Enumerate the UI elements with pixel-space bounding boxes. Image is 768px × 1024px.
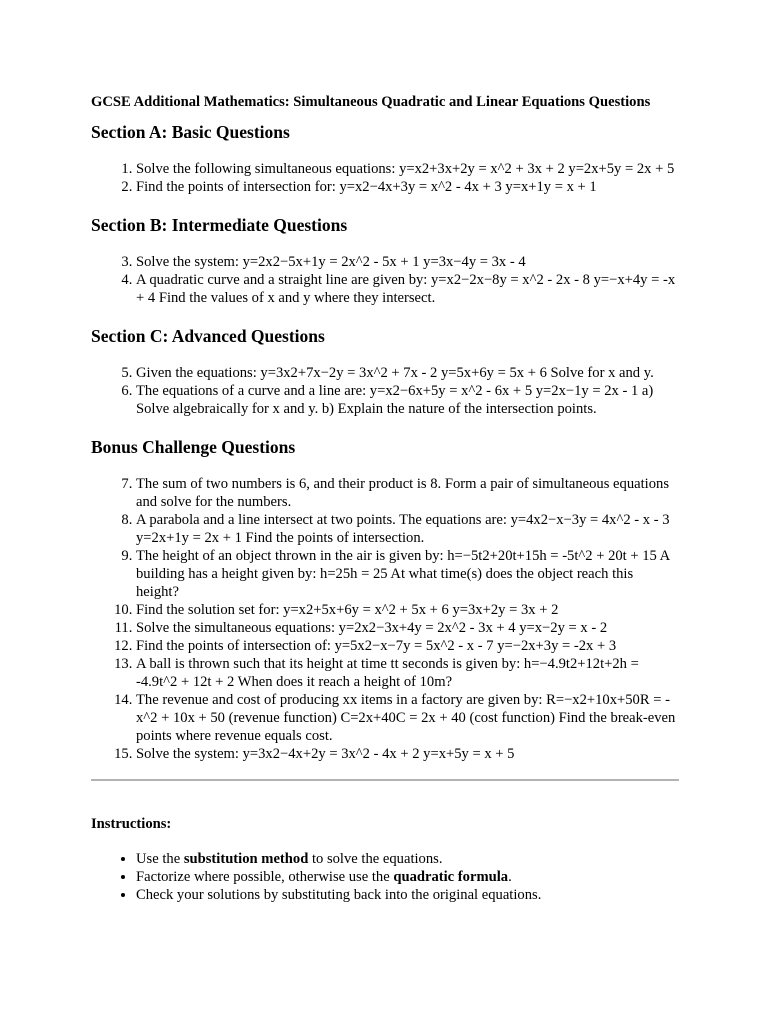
document-title: GCSE Additional Mathematics: Simultaneous Quadratic and Linear Equations Questions: [91, 94, 651, 110]
question-item: 4. A quadratic curve and a straight line are given by: y=x2−2x−8y = x^2 - 2x - 8 y=−x+4y = -x + 4 Find the values of x and y where they intersect.: [136, 271, 679, 307]
instruction-text: .: [508, 869, 512, 885]
section-b-heading: Section B: Intermediate Questions: [91, 215, 348, 235]
question-item: 9. The height of an object thrown in the air is given by: h=−5t2+20t+15h = -5t^2 + 20t + 15 A building has a height given by: h=25h = 25 At what time(s) does the object reach this height?: [136, 547, 679, 601]
question-item: 5. Given the equations: y=3x2+7x−2y = 3x^2 + 7x - 2 y=5x+6y = 5x + 6 Solve for x and y.: [136, 364, 679, 382]
question-item: 13. A ball is thrown such that its height at time tt seconds is given by: h=−4.9t2+12t+2h = -4.9t^2 + 12t + 2 When does it reach a height of 10m?: [136, 655, 679, 691]
instruction-item: [136, 850, 679, 868]
bonus-heading: Bonus Challenge Questions: [91, 437, 296, 457]
instruction-item: [136, 886, 679, 904]
question-item: 10. Find the solution set for: y=x2+5x+6y = x^2 + 5x + 6 y=3x+2y = 3x + 2: [136, 601, 679, 619]
instruction-emphasis: quadratic formula: [393, 869, 509, 885]
question-item: 6. The equations of a curve and a line are: y=x2−6x+5y = x^2 - 6x + 5 y=2x−1y = 2x - 1 a) Solve algebraically for x and y. b) Explain the nature of the intersection points.: [136, 382, 679, 418]
instructions-label: Instructions:: [91, 816, 172, 832]
section-a-heading: Section A: Basic Questions: [91, 122, 290, 142]
question-item: 3. Solve the system: y=2x2−5x+1y = 2x^2 - 5x + 1 y=3x−4y = 3x - 4: [136, 253, 679, 271]
question-item: 8. A parabola and a line intersect at two points. The equations are: y=4x2−x−3y = 4x^2 - x - 3 y=2x+1y = 2x + 1 Find the points of intersection.: [136, 511, 679, 547]
question-item: 1. Solve the following simultaneous equations: y=x2+3x+2y = x^2 + 3x + 2 y=2x+5y = 2x + 5: [136, 160, 679, 178]
bonus-question-list: [91, 475, 679, 763]
instruction-text: Use the: [136, 851, 184, 867]
document-page: [91, 93, 679, 904]
instruction-text: Factorize where possible, otherwise use the: [136, 869, 394, 885]
question-item: 2. Find the points of intersection for: y=x2−4x+3y = x^2 - 4x + 3 y=x+1y = x + 1: [136, 178, 679, 196]
section-a-question-list: [91, 160, 679, 196]
instruction-text: to solve the equations.: [308, 851, 443, 867]
instruction-emphasis: substitution method: [183, 851, 309, 867]
instruction-item: [136, 868, 679, 886]
question-item: 12. Find the points of intersection of: y=5x2−x−7y = 5x^2 - x - 7 y=−2x+3y = -2x + 3: [136, 637, 679, 655]
instructions-list: [91, 850, 679, 904]
section-c-question-list: [91, 364, 679, 418]
question-item: 15. Solve the system: y=3x2−4x+2y = 3x^2 - 4x + 2 y=x+5y = x + 5: [136, 745, 679, 763]
question-item: 11. Solve the simultaneous equations: y=2x2−3x+4y = 2x^2 - 3x + 4 y=x−2y = x - 2: [136, 619, 679, 637]
question-item: 7. The sum of two numbers is 6, and their product is 8. Form a pair of simultaneous equations and solve for the numbers.: [136, 475, 679, 511]
question-item: 14. The revenue and cost of producing xx items in a factory are given by: R=−x2+10x+50R = -x^2 + 10x + 50 (revenue function) C=2x+40C = 2x + 40 (cost function) Find the break-even points where revenue equals cost.: [136, 691, 679, 745]
section-b-question-list: [91, 253, 679, 307]
section-c-heading: Section C: Advanced Questions: [91, 326, 325, 346]
instruction-text: Check your solutions by substituting back into the original equations.: [136, 887, 542, 903]
horizontal-divider: [91, 779, 679, 781]
